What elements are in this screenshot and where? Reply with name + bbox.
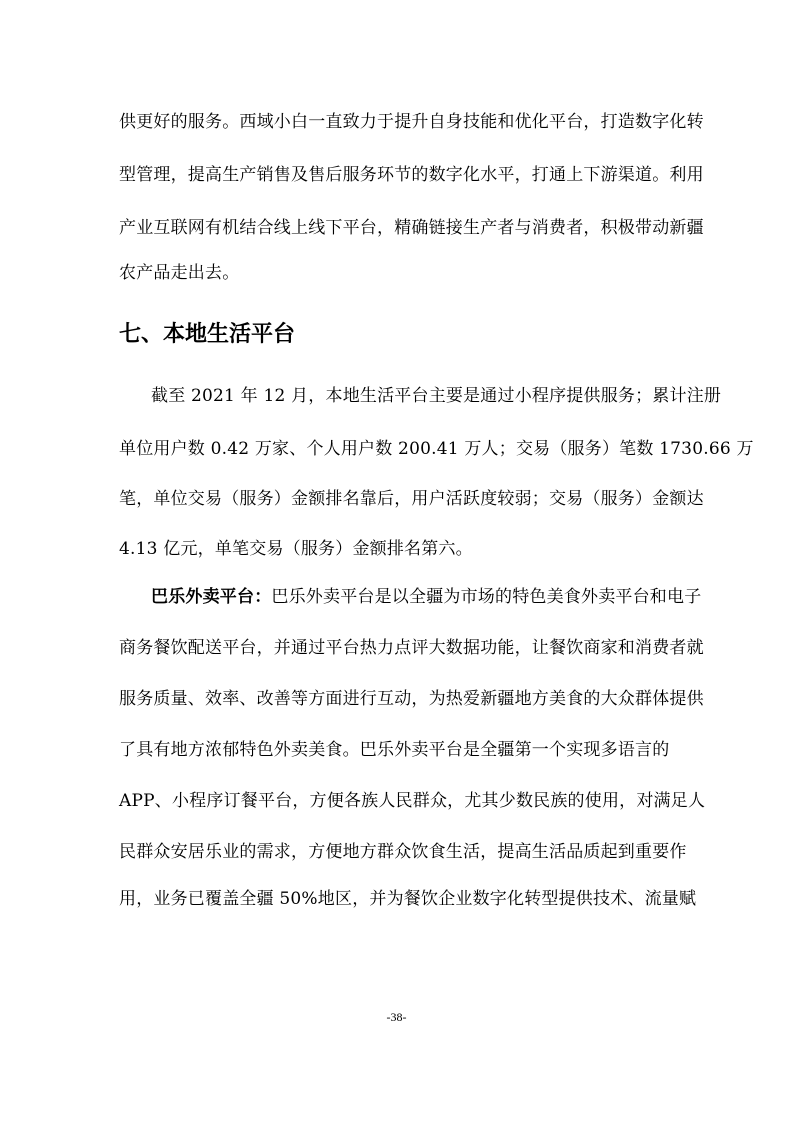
paragraph-3-lead: 巴乐外卖平台： (151, 587, 272, 607)
paragraph-3-line-1 (151, 587, 702, 607)
paragraph-2-line-1: 截至 2021 年 12 月，本地生活平台主要是通过小程序提供服务；累计注册 (151, 386, 722, 406)
paragraph-3-line-3: 服务质量、效率、改善等方面进行互动，为热爱新疆地方美食的大众群体提供 (119, 689, 704, 709)
paragraph-1-line-3: 产业互联网有机结合线上线下平台，精确链接生产者与消费者，积极带动新疆 (119, 218, 704, 238)
paragraph-3-line-4: 了具有地方浓郁特色外卖美食。巴乐外卖平台是全疆第一个实现多语言的 (119, 740, 670, 760)
paragraph-3-line-5: APP、小程序订餐平台，方便各族人民群众，尤其少数民族的使用，对满足人 (119, 791, 706, 811)
paragraph-1-line-1: 供更好的服务。西域小白一直致力于提升自身技能和优化平台，打造数字化转 (119, 112, 704, 132)
paragraph-2-line-2: 单位用户数 0.42 万家、个人用户数 200.41 万人；交易（服务）笔数 1730.66 万 (119, 439, 754, 459)
paragraph-3-line-2: 商务餐饮配送平台，并通过平台热力点评大数据功能，让餐饮商家和消费者就 (119, 638, 704, 658)
paragraph-2-line-4: 4.13 亿元，单笔交易（服务）金额排名第六。 (119, 539, 473, 559)
paragraph-3-first: 巴乐外卖平台是以全疆为市场的特色美食外卖平台和电子 (271, 587, 702, 607)
paragraph-3-line-6: 民群众安居乐业的需求，方便地方群众饮食生活，提高生活品质起到重要作 (119, 842, 687, 862)
paragraph-1-line-4: 农产品走出去。 (119, 263, 240, 283)
section-heading: 七、本地生活平台 (119, 322, 296, 347)
paragraph-3-line-7: 用，业务已覆盖全疆 50%地区，并为餐饮企业数字化转型提供技术、流量赋 (119, 889, 697, 909)
paragraph-1-line-2: 型管理，提高生产销售及售后服务环节的数字化水平，打通上下游渠道。利用 (119, 165, 704, 185)
paragraph-2-line-3: 笔，单位交易（服务）金额排名靠后，用户活跃度较弱；交易（服务）金额达 (119, 489, 704, 509)
page-number: -38- (386, 1010, 407, 1024)
